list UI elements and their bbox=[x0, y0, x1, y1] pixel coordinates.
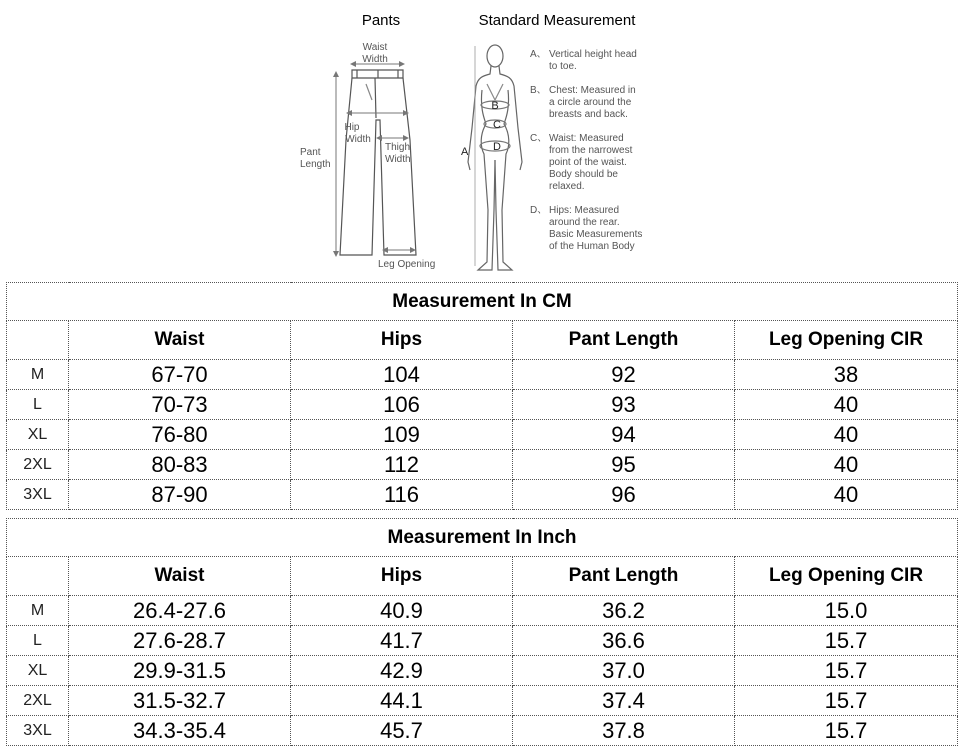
note-a-letter: A、 bbox=[530, 49, 547, 60]
note-c-line-3: point of the waist. bbox=[549, 157, 627, 168]
table-row bbox=[7, 420, 958, 450]
header-leg-opening: Leg Opening CIR bbox=[735, 321, 958, 360]
note-c-line-2: from the narrowest bbox=[549, 145, 633, 156]
body-markers bbox=[461, 100, 501, 158]
header-leg-opening: Leg Opening CIR bbox=[735, 557, 958, 596]
pant-length-label-1: Pant bbox=[300, 147, 321, 158]
note-c-line-4: Body should be bbox=[549, 169, 618, 180]
table-row bbox=[7, 656, 958, 686]
table-header-row bbox=[7, 321, 958, 360]
pant-length-cell: 95 bbox=[513, 450, 735, 480]
header-pant-length: Pant Length bbox=[513, 557, 735, 596]
leg-opening-cell: 15.7 bbox=[735, 626, 958, 656]
hip-width-label-1: Hip bbox=[344, 122, 360, 133]
leg-opening-label: Leg Opening bbox=[378, 259, 436, 270]
hips-cell: 45.7 bbox=[291, 716, 513, 746]
pant-length-cell: 93 bbox=[513, 390, 735, 420]
leg-opening-cell: 15.0 bbox=[735, 596, 958, 626]
size-cell: M bbox=[7, 596, 69, 626]
note-d-line-3: Basic Measurements bbox=[549, 229, 643, 240]
waist-cell: 67-70 bbox=[69, 360, 291, 390]
table-row bbox=[7, 360, 958, 390]
table-row bbox=[7, 480, 958, 510]
note-d-line-1: Hips: Measured bbox=[549, 205, 620, 216]
marker-d: D bbox=[493, 141, 501, 153]
leg-opening-cell: 15.7 bbox=[735, 716, 958, 746]
size-cell: XL bbox=[7, 656, 69, 686]
size-cell: XL bbox=[7, 420, 69, 450]
size-cell: 2XL bbox=[7, 686, 69, 716]
pant-length-label-2: Length bbox=[300, 159, 331, 170]
waist-width-label-1: Waist bbox=[362, 42, 388, 53]
size-cell: 2XL bbox=[7, 450, 69, 480]
pant-length-cell: 37.0 bbox=[513, 656, 735, 686]
hips-cell: 42.9 bbox=[291, 656, 513, 686]
note-a-line-2: to toe. bbox=[549, 61, 577, 72]
hips-cell: 40.9 bbox=[291, 596, 513, 626]
pant-length-cell: 37.8 bbox=[513, 716, 735, 746]
note-d-line-2: around the rear. bbox=[549, 217, 620, 228]
leg-opening-cell: 15.7 bbox=[735, 656, 958, 686]
pant-length-cell: 37.4 bbox=[513, 686, 735, 716]
waist-cell: 34.3-35.4 bbox=[69, 716, 291, 746]
size-table-cm bbox=[6, 282, 958, 510]
pant-length-cell: 36.2 bbox=[513, 596, 735, 626]
size-cell: 3XL bbox=[7, 716, 69, 746]
leg-opening-cell: 40 bbox=[735, 450, 958, 480]
note-b-letter: B、 bbox=[530, 85, 547, 96]
waist-width-label-2: Width bbox=[362, 54, 388, 65]
leg-opening-cell: 40 bbox=[735, 420, 958, 450]
table-title-row bbox=[7, 283, 958, 321]
pant-length-cell: 96 bbox=[513, 480, 735, 510]
note-c-line-5: relaxed. bbox=[549, 181, 585, 192]
hips-cell: 106 bbox=[291, 390, 513, 420]
size-cell: 3XL bbox=[7, 480, 69, 510]
note-d-letter: D、 bbox=[530, 205, 548, 216]
thigh-width-label-2: Width bbox=[385, 154, 411, 165]
header-waist: Waist bbox=[69, 321, 291, 360]
size-cell: L bbox=[7, 390, 69, 420]
hips-cell: 104 bbox=[291, 360, 513, 390]
note-b-line-2: a circle around the bbox=[549, 97, 632, 108]
waist-cell: 80-83 bbox=[69, 450, 291, 480]
hips-cell: 112 bbox=[291, 450, 513, 480]
table-row bbox=[7, 596, 958, 626]
hips-cell: 109 bbox=[291, 420, 513, 450]
size-cell: M bbox=[7, 360, 69, 390]
measurement-diagram bbox=[0, 0, 962, 278]
table-title: Measurement In Inch bbox=[7, 519, 958, 557]
leg-opening-cell: 40 bbox=[735, 480, 958, 510]
waist-cell: 29.9-31.5 bbox=[69, 656, 291, 686]
hips-cell: 41.7 bbox=[291, 626, 513, 656]
leg-opening-cell: 38 bbox=[735, 360, 958, 390]
marker-c: C bbox=[493, 119, 501, 131]
waist-cell: 26.4-27.6 bbox=[69, 596, 291, 626]
note-c-line-1: Waist: Measured bbox=[549, 133, 624, 144]
hips-cell: 44.1 bbox=[291, 686, 513, 716]
header-hips: Hips bbox=[291, 321, 513, 360]
table-row bbox=[7, 450, 958, 480]
standard-measurement-title: Standard Measurement bbox=[478, 12, 636, 29]
table-row bbox=[7, 686, 958, 716]
waist-cell: 70-73 bbox=[69, 390, 291, 420]
pants-title: Pants bbox=[361, 12, 401, 29]
thigh-width-label-1: Thigh bbox=[385, 142, 411, 153]
measurement-notes bbox=[530, 49, 642, 252]
marker-b: B bbox=[491, 100, 499, 112]
pant-length-cell: 36.6 bbox=[513, 626, 735, 656]
table-header-row bbox=[7, 557, 958, 596]
waist-cell: 27.6-28.7 bbox=[69, 626, 291, 656]
pant-length-cell: 94 bbox=[513, 420, 735, 450]
waist-cell: 76-80 bbox=[69, 420, 291, 450]
hips-cell: 116 bbox=[291, 480, 513, 510]
leg-opening-cell: 15.7 bbox=[735, 686, 958, 716]
waist-cell: 31.5-32.7 bbox=[69, 686, 291, 716]
note-b-line-3: breasts and back. bbox=[549, 109, 628, 120]
header-size bbox=[7, 321, 69, 360]
table-row bbox=[7, 390, 958, 420]
header-hips: Hips bbox=[291, 557, 513, 596]
body-illustration bbox=[468, 45, 522, 270]
note-a-line-1: Vertical height head bbox=[549, 49, 637, 60]
table-title: Measurement In CM bbox=[7, 283, 958, 321]
note-c-letter: C、 bbox=[530, 133, 548, 144]
note-b-line-1: Chest: Measured in bbox=[549, 85, 636, 96]
size-cell: L bbox=[7, 626, 69, 656]
table-row bbox=[7, 716, 958, 746]
table-row bbox=[7, 626, 958, 656]
leg-opening-cell: 40 bbox=[735, 390, 958, 420]
table-title-row bbox=[7, 519, 958, 557]
hip-width-label-2: Width bbox=[345, 134, 371, 145]
pant-length-cell: 92 bbox=[513, 360, 735, 390]
waist-cell: 87-90 bbox=[69, 480, 291, 510]
size-table-inch bbox=[6, 518, 958, 746]
marker-a: A bbox=[461, 146, 469, 158]
header-waist: Waist bbox=[69, 557, 291, 596]
header-size bbox=[7, 557, 69, 596]
header-pant-length: Pant Length bbox=[513, 321, 735, 360]
note-d-line-4: of the Human Body bbox=[549, 241, 635, 252]
